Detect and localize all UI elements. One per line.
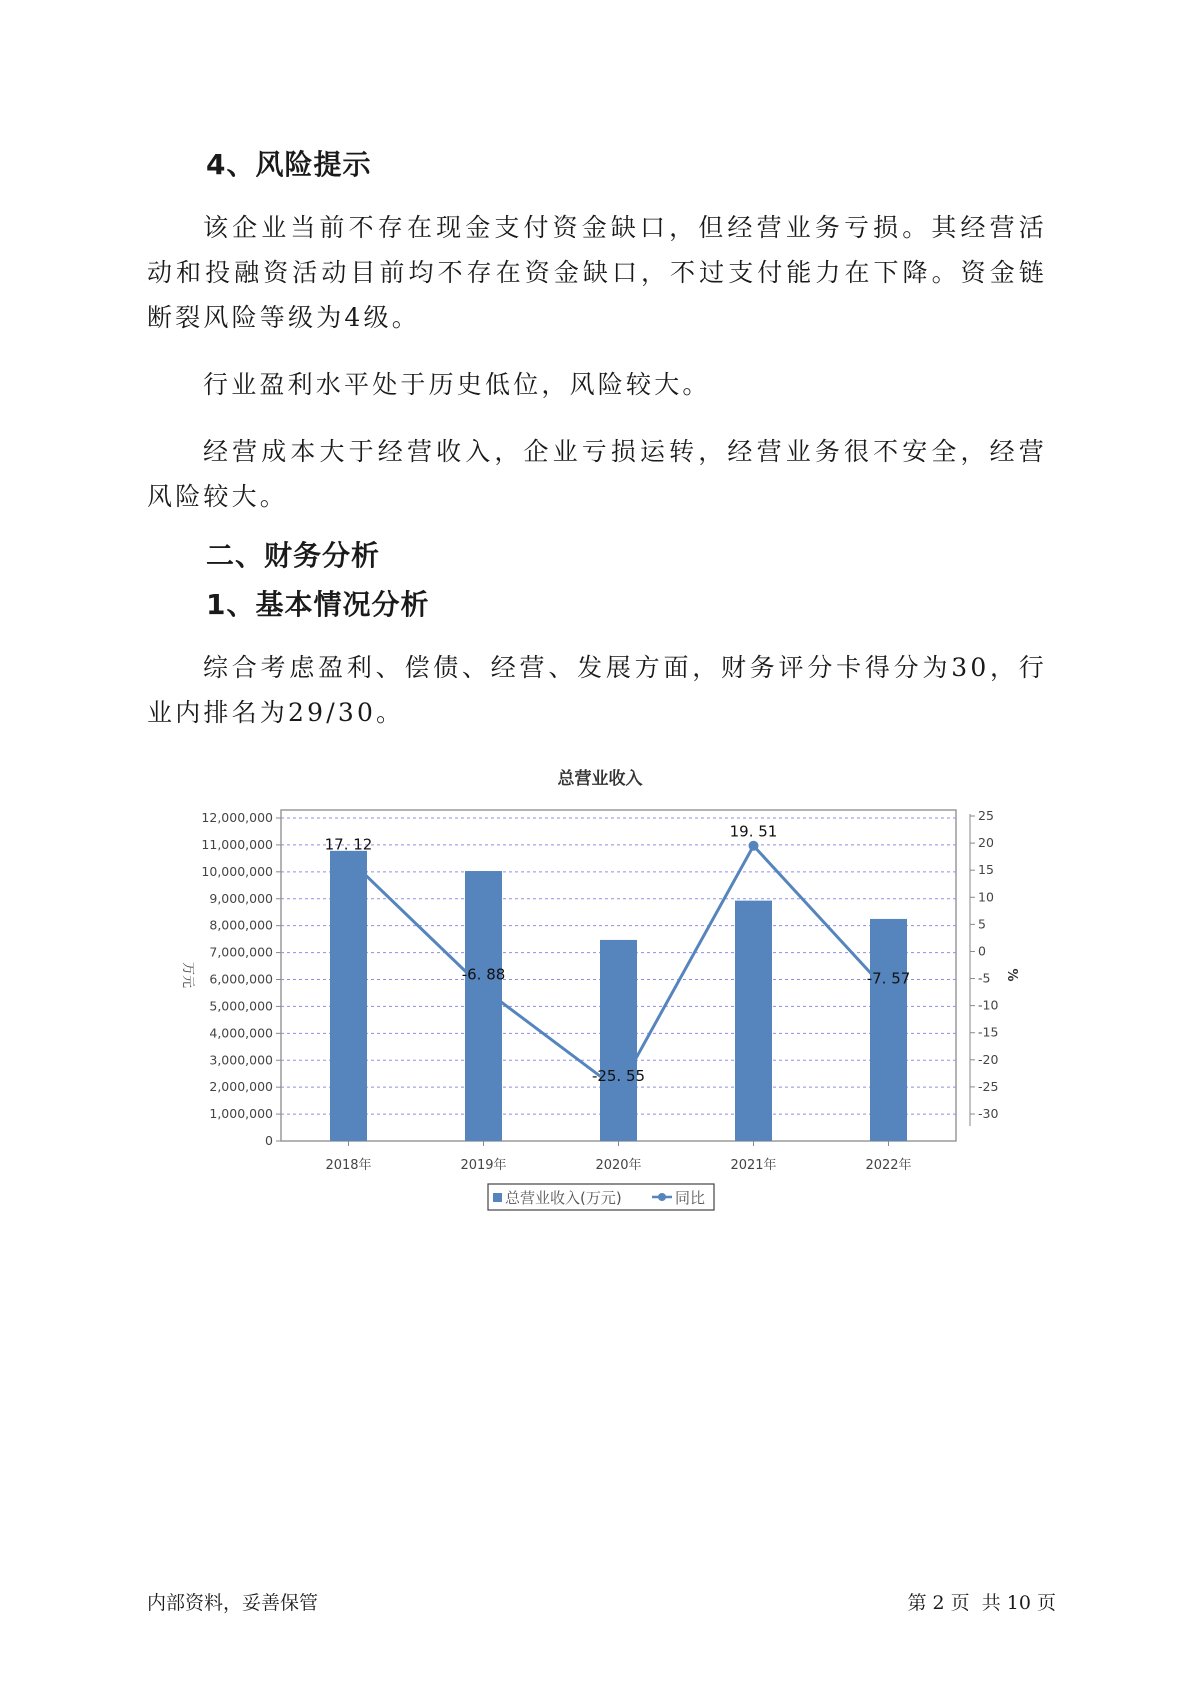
left-tick-label: 1,000,000 xyxy=(209,1106,273,1122)
yoy-point xyxy=(749,841,759,851)
yoy-data-label: -6. 88 xyxy=(461,965,506,984)
left-axis-ticks xyxy=(201,810,281,1148)
right-tick-label: 15 xyxy=(978,862,994,878)
page-number: 第 2 页 共 10 页 xyxy=(907,1592,1056,1614)
left-axis-label: 万元 xyxy=(180,961,195,989)
right-axis-label: % xyxy=(1004,968,1019,982)
right-tick-label: -30 xyxy=(978,1106,999,1121)
left-tick-label: 5,000,000 xyxy=(209,998,273,1014)
x-axis-labels xyxy=(325,1141,911,1173)
right-tick-label: 5 xyxy=(978,916,986,932)
right-tick-label: -20 xyxy=(978,1051,999,1067)
left-tick-label: 10,000,000 xyxy=(201,863,273,879)
legend-bar-swatch xyxy=(493,1193,502,1202)
footer-left: 内部资料，妥善保管 xyxy=(147,1592,319,1614)
right-tick-label: 10 xyxy=(978,889,994,905)
yoy-data-label: -25. 55 xyxy=(591,1066,646,1085)
left-tick-label: 8,000,000 xyxy=(209,917,273,933)
basic-analysis-heading: 1、基本情况分析 xyxy=(206,588,430,621)
left-tick-label: 6,000,000 xyxy=(209,971,273,987)
right-tick-label: 25 xyxy=(978,808,994,823)
yoy-point xyxy=(614,1085,624,1095)
x-tick-label: 2021年 xyxy=(730,1158,777,1173)
x-tick-label: 2019年 xyxy=(460,1158,507,1173)
risk-heading: 4、风险提示 xyxy=(206,148,372,181)
revenue-bar xyxy=(330,851,367,1141)
yoy-point xyxy=(884,987,894,997)
yoy-point xyxy=(479,984,489,994)
left-tick-label: 9,000,000 xyxy=(209,890,273,906)
finance-heading: 二、财务分析 xyxy=(206,539,381,572)
right-tick-label: -15 xyxy=(978,1024,999,1040)
yoy-data-label: 19. 51 xyxy=(729,822,778,841)
x-tick-label: 2022年 xyxy=(865,1158,912,1173)
legend-line-marker xyxy=(658,1193,666,1201)
left-tick-label: 7,000,000 xyxy=(209,944,273,960)
left-tick-label: 12,000,000 xyxy=(201,810,273,825)
yoy-point xyxy=(344,854,354,864)
right-tick-label: 0 xyxy=(978,943,986,959)
right-tick-label: -5 xyxy=(978,970,991,986)
left-tick-label: 2,000,000 xyxy=(209,1079,273,1095)
revenue-bar xyxy=(735,901,772,1141)
legend-line-label: 同比 xyxy=(675,1189,706,1207)
risk-paragraph-2: 行业盈利水平处于历史低位，风险较大。 xyxy=(203,370,711,399)
chart-legend xyxy=(488,1184,714,1210)
right-tick-label: -25 xyxy=(978,1078,999,1094)
chart-title: 总营业收入 xyxy=(557,769,643,789)
right-tick-label: -10 xyxy=(978,997,999,1013)
left-tick-label: 3,000,000 xyxy=(209,1052,273,1068)
yoy-data-label: -7. 57 xyxy=(866,969,911,988)
left-tick-label: 11,000,000 xyxy=(201,836,273,852)
revenue-bar xyxy=(600,940,637,1141)
left-tick-label: 0 xyxy=(265,1133,273,1148)
risk-paragraph-1: 该企业当前不存在现金支付资金缺口，但经营业务亏损。其经营活动和投融资活动目前均不存在资金缺口，不过支付能力在下降。资金链断裂风险等级为4级。 xyxy=(147,213,1047,332)
risk-paragraph-3: 经营成本大于经营收入，企业亏损运转，经营业务很不安全，经营风险较大。 xyxy=(147,437,1047,511)
x-tick-label: 2020年 xyxy=(595,1158,642,1173)
revenue-bar xyxy=(870,919,907,1141)
legend-bar-label: 总营业收入(万元) xyxy=(505,1189,622,1207)
basic-analysis-paragraph: 综合考虑盈利、偿债、经营、发展方面，财务评分卡得分为30，行业内排名为29/30。 xyxy=(147,653,1047,727)
left-tick-label: 4,000,000 xyxy=(209,1025,273,1041)
x-tick-label: 2018年 xyxy=(325,1158,372,1173)
right-axis-ticks xyxy=(970,808,998,1126)
revenue-bar xyxy=(465,871,502,1141)
right-tick-label: 20 xyxy=(978,835,994,851)
yoy-data-label: 17. 12 xyxy=(324,835,373,854)
